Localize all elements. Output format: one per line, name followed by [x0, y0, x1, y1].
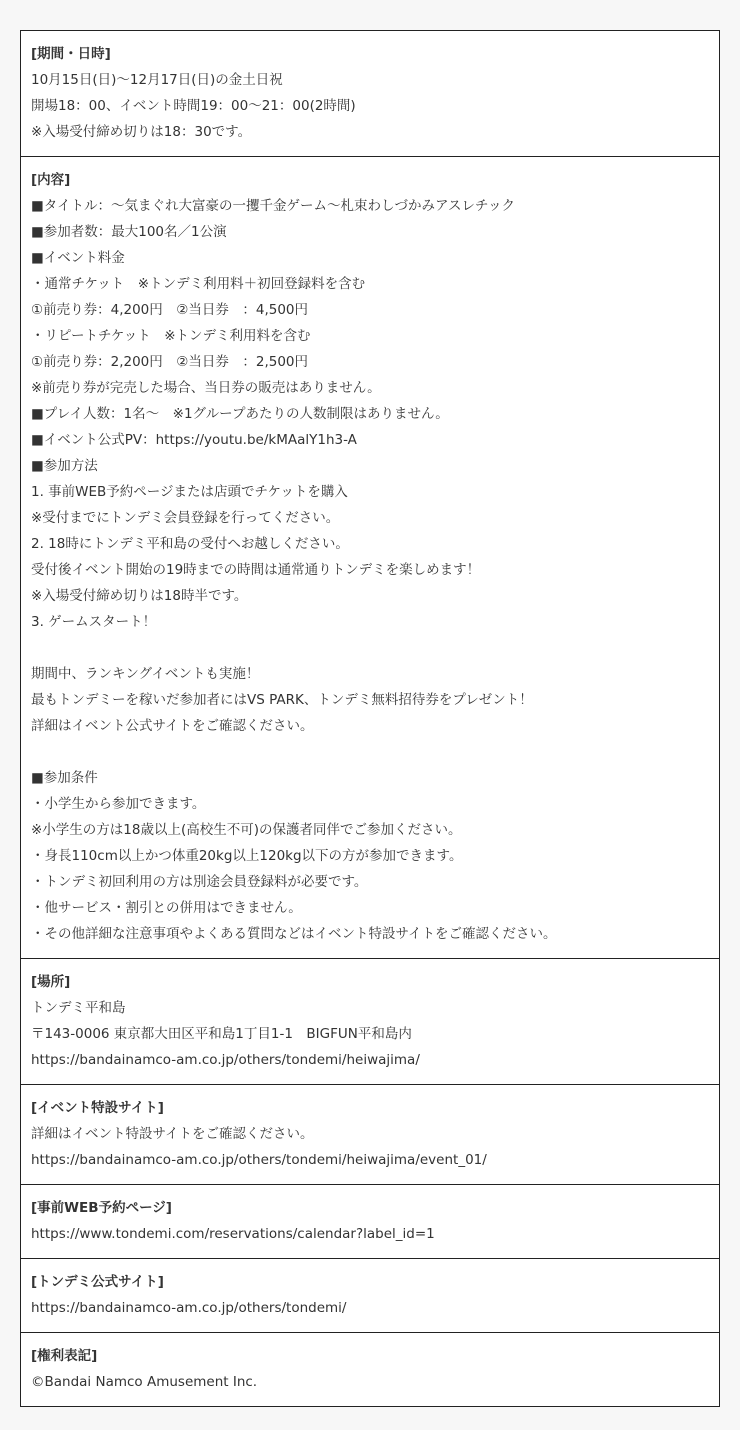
blank-line [31, 635, 709, 661]
text-line: ■参加条件 [31, 770, 98, 786]
text-line: 1. 事前WEB予約ページまたは店頭でチケットを購入 [31, 484, 348, 500]
text-line: ■イベント料金 [31, 250, 125, 266]
text-line: ・通常チケット ※トンデミ利用料＋初回登録料を含む [31, 276, 366, 292]
text-line: 3. ゲームスタート！ [31, 614, 157, 630]
blank-line [31, 739, 709, 765]
section-heading: [期間・日時] [31, 46, 111, 62]
section-location [21, 958, 719, 1084]
section-period [21, 31, 719, 156]
text-line: ・その他詳細な注意事項やよくある質問などはイベント特設サイトをご確認ください。 [31, 926, 557, 942]
text-line: ①前売り券：2,200円 ②当日券 ：2,500円 [31, 354, 309, 370]
url-link[interactable]: https://bandainamco-am.co.jp/others/tondemi/ [31, 1300, 347, 1316]
section-event-site [21, 1084, 719, 1184]
text-line: ※入場受付締め切りは18時半です。 [31, 588, 248, 604]
section-heading: [事前WEB予約ページ] [31, 1200, 172, 1216]
text-line: ①前売り券：4,200円 ②当日券 ：4,500円 [31, 302, 309, 318]
text-line: 受付後イベント開始の19時までの時間は通常通りトンデミを楽しめます！ [31, 562, 481, 578]
text-line: ・リピートチケット ※トンデミ利用料を含む [31, 328, 311, 344]
text-line: ※入場受付締め切りは18：30です。 [31, 124, 252, 140]
text-line: 詳細はイベント特設サイトをご確認ください。 [31, 1126, 314, 1142]
text-line: 詳細はイベント公式サイトをご確認ください。 [31, 718, 314, 734]
text-line: ■参加方法 [31, 458, 98, 474]
text-line: ・身長110cm以上かつ体重20kg以上120kg以下の方が参加できます。 [31, 848, 463, 864]
text-line: 10月15日(日)〜12月17日(日)の金土日祝 [31, 72, 283, 88]
url-link[interactable]: https://bandainamco-am.co.jp/others/tondemi/heiwajima/ [31, 1052, 420, 1068]
text-line: 期間中、ランキングイベントも実施！ [31, 666, 260, 682]
event-info-table [20, 30, 720, 1407]
text-line: ■タイトル：〜気まぐれ大富豪の一攫千金ゲーム〜札束わしづかみアスレチック [31, 198, 516, 214]
text-line: ■イベント公式PV：https://youtu.be/kMAalY1h3-A [31, 432, 357, 448]
url-link[interactable]: https://bandainamco-am.co.jp/others/tondemi/heiwajima/event_01/ [31, 1152, 487, 1168]
text-line: ・小学生から参加できます。 [31, 796, 206, 812]
section-heading: [権利表記] [31, 1348, 98, 1364]
section-heading: [内容] [31, 172, 71, 188]
section-heading: [トンデミ公式サイト] [31, 1274, 164, 1290]
section-official-site [21, 1258, 719, 1332]
text-line: ※受付までにトンデミ会員登録を行ってください。 [31, 510, 340, 526]
text-line: ■参加者数：最大100名／1公演 [31, 224, 227, 240]
text-line: 最もトンデミーを稼いだ参加者にはVS PARK、トンデミ無料招待券をプレゼント！ [31, 692, 533, 708]
text-line: ■プレイ人数：1名〜 ※1グループあたりの人数制限はありません。 [31, 406, 449, 422]
text-line: 〒143-0006 東京都大田区平和島1丁目1-1 BIGFUN平和島内 [31, 1026, 412, 1042]
section-heading: [イベント特設サイト] [31, 1100, 164, 1116]
section-copyright [21, 1332, 719, 1406]
section-content [21, 156, 719, 958]
section-heading: [場所] [31, 974, 71, 990]
text-line: ※小学生の方は18歳以上(高校生不可)の保護者同伴でご参加ください。 [31, 822, 462, 838]
section-reservation [21, 1184, 719, 1258]
text-line: ・他サービス・割引との併用はできません。 [31, 900, 302, 916]
text-line: 開場18：00、イベント時間19：00〜21：00(2時間) [31, 98, 356, 114]
text-line: ©Bandai Namco Amusement Inc. [31, 1374, 258, 1390]
text-line: ※前売り券が完売した場合、当日券の販売はありません。 [31, 380, 381, 396]
text-line: トンデミ平和島 [31, 1000, 126, 1016]
text-line: ・トンデミ初回利用の方は別途会員登録料が必要です。 [31, 874, 368, 890]
text-line: 2. 18時にトンデミ平和島の受付へお越しください。 [31, 536, 349, 552]
url-link[interactable]: https://www.tondemi.com/reservations/calendar?label_id=1 [31, 1226, 435, 1242]
